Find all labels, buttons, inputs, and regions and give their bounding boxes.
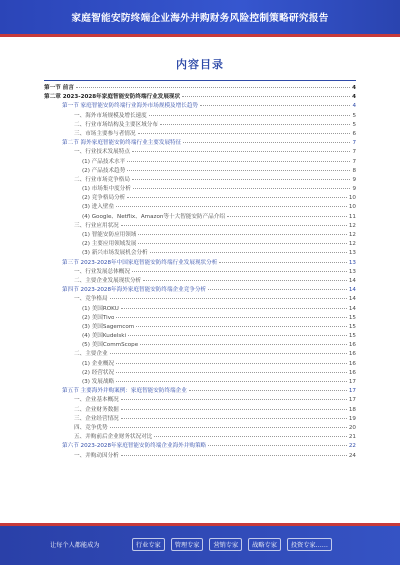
toc-entry-text: (1) 智能安防应用领域 <box>82 232 137 238</box>
toc-entry[interactable] <box>44 139 356 148</box>
toc-leader-dots <box>116 206 347 207</box>
toc-entry-text: 四、竞争优势 <box>74 424 108 431</box>
toc-entry[interactable] <box>44 406 356 415</box>
toc-leader-dots <box>121 418 347 419</box>
footer-badge: 管理专家 <box>171 538 204 551</box>
toc-page-number: 4 <box>352 85 356 91</box>
toc-leader-dots <box>132 271 347 272</box>
toc-leader-dots <box>154 436 347 437</box>
toc-leader-dots <box>121 409 347 410</box>
toc-page-number: 16 <box>348 369 356 376</box>
report-header <box>0 0 400 34</box>
toc-page-number: 16 <box>348 360 356 367</box>
toc-leader-dots <box>200 105 350 106</box>
toc-entry-text: 第一节 家庭智能安防终端行业海外市场规模及增长趋势 <box>62 103 199 110</box>
toc-leader-dots <box>121 399 347 400</box>
toc-entry-text: (5) 美国CommScope <box>82 342 139 349</box>
toc-leader-dots <box>132 151 350 152</box>
toc-page-number: 4 <box>352 94 356 101</box>
toc-leader-dots <box>140 344 347 345</box>
toc-entry-text: 第四节 2023-2028年海外家庭智能安防终端企业竞争分析 <box>62 287 207 294</box>
toc-leader-dots <box>127 197 347 198</box>
toc-leader-dots <box>110 298 347 299</box>
toc-page-number: 9 <box>352 176 356 183</box>
toc-page-number: 16 <box>348 351 356 358</box>
toc-page-number: 14 <box>348 305 356 312</box>
toc-page-number: 13 <box>348 268 356 275</box>
toc-leader-dots <box>138 243 346 244</box>
toc-entry[interactable] <box>44 158 356 167</box>
toc-page-number: 17 <box>348 388 356 395</box>
toc-page-number: 13 <box>348 259 356 266</box>
toc-entry-text: (3) 进入壁垒 <box>82 204 115 211</box>
toc-entry[interactable] <box>44 93 356 102</box>
toc-entry-text: 第六节 2023-2028年家庭智能安防终端企业海外并购策略 <box>62 443 207 450</box>
toc-entry[interactable] <box>44 305 356 314</box>
toc-leader-dots <box>116 363 347 364</box>
toc-leader-dots <box>127 161 350 162</box>
toc-page-number: 16 <box>348 342 356 349</box>
toc-leader-dots <box>133 188 351 189</box>
toc-leader-dots <box>183 142 350 143</box>
toc-entry-text: 二、行业市场竞争格局 <box>74 176 130 183</box>
toc-page-number: 22 <box>348 443 356 450</box>
toc-page-number: 5 <box>352 112 356 119</box>
toc-entry-text: (2) 产品技术趋势 <box>82 167 126 174</box>
toc-page-number: 10 <box>348 204 356 211</box>
toc-entry[interactable] <box>44 323 356 332</box>
toc-page-number: 14 <box>348 287 356 294</box>
toc-leader-dots <box>110 427 347 428</box>
toc-entry[interactable] <box>44 130 356 139</box>
toc-page-number: 24 <box>348 452 356 459</box>
toc-page-number: 11 <box>348 213 356 220</box>
toc-leader-dots <box>149 115 351 116</box>
toc-entry-text: (3) 美国Sagemcom <box>82 323 135 330</box>
toc-page-number: 20 <box>348 424 356 431</box>
toc-leader-dots <box>138 234 346 235</box>
toc-leader-dots <box>121 455 347 456</box>
toc-entry[interactable] <box>44 213 356 222</box>
toc-entry-text: 第五节 主要海外并购案例：家庭智能安防终端企业 <box>62 388 187 395</box>
toc-page-number: 13 <box>348 250 356 257</box>
toc-leader-dots <box>121 308 347 309</box>
toc-heading: 内容目录 <box>176 58 224 71</box>
toc-entry-text: 第二章 2023-2028年家庭智能安防终端行业发展现状 <box>44 94 181 101</box>
toc-entry-text: (3) 发展战略 <box>82 379 115 385</box>
toc-page-number: 21 <box>348 434 356 441</box>
toc-entry[interactable] <box>44 396 356 405</box>
toc-entry[interactable] <box>44 277 356 286</box>
toc-leader-dots <box>219 262 347 263</box>
toc-entry[interactable] <box>44 387 356 396</box>
toc-page-number: 15 <box>348 323 356 330</box>
toc-entry[interactable] <box>44 185 356 194</box>
footer-slogan: 让每个人都能成为 <box>50 542 100 549</box>
toc-entry[interactable] <box>44 222 356 231</box>
report-footer <box>0 526 400 565</box>
toc-entry-text: (1) 产品技术水平 <box>82 158 126 165</box>
toc-entry-text: 一、企业基本概况 <box>74 397 119 404</box>
toc-entry[interactable] <box>44 268 356 277</box>
toc-leader-dots <box>208 445 347 446</box>
toc-page-number: 12 <box>348 222 356 229</box>
toc-leader-dots <box>128 335 347 336</box>
toc-leader-dots <box>189 390 347 391</box>
toc-leader-dots <box>136 326 347 327</box>
toc-page-number: 14 <box>348 296 356 303</box>
toc-entry[interactable] <box>44 360 356 369</box>
toc-leader-dots <box>208 289 347 290</box>
toc-leader-dots <box>116 372 347 373</box>
header-accent-stripe <box>0 34 400 37</box>
toc-page-number: 4 <box>352 103 356 110</box>
toc-entry[interactable] <box>44 378 356 387</box>
toc-entry-text: 三、企业经营情况 <box>74 415 119 422</box>
toc-entry-text: 一、行业技术发展特点 <box>74 149 130 156</box>
footer-badge: 战略专家 <box>248 538 281 551</box>
toc-page-number: 19 <box>348 415 356 422</box>
toc-entry-text: (4) Google、Netflix、Amazon等十大智能安防产品介绍 <box>82 213 225 220</box>
toc-page-number: 18 <box>348 406 356 413</box>
toc-entry[interactable] <box>44 102 356 111</box>
toc-entry-text: 第三节 2023-2028年中国家庭智能安防终端行业发展现状分析 <box>62 259 218 266</box>
toc-leader-dots <box>138 133 351 134</box>
toc-entry[interactable] <box>44 84 356 93</box>
toc-entry[interactable] <box>44 240 356 249</box>
toc-entry-text: (2) 美国Tivo <box>82 314 115 321</box>
toc-entry-text: 第二节 海外家庭智能安防终端行业主要发展特征 <box>62 140 182 147</box>
toc-entry[interactable] <box>44 148 356 157</box>
toc-entry[interactable] <box>44 433 356 442</box>
toc-page-number: 9 <box>352 186 356 193</box>
toc-page-number: 12 <box>348 241 356 248</box>
toc-page-number: 15 <box>348 314 356 321</box>
toc-entry-text: (1) 美国ROKU <box>82 305 119 312</box>
toc-leader-dots <box>110 353 347 354</box>
report-title: 家庭智能安防终端企业海外并购财务风险控制策略研究报告 <box>71 13 329 24</box>
toc-entry-text: 二、企业财务数据 <box>74 406 119 413</box>
toc-leader-dots <box>76 87 350 88</box>
toc-entry-text: 二、行业市场结构及主要区域分布 <box>74 121 158 128</box>
toc-divider <box>44 80 356 81</box>
toc-page-number: 7 <box>352 158 356 165</box>
toc-page-number: 14 <box>348 277 356 284</box>
toc-page-number: 10 <box>348 195 356 202</box>
toc-leader-dots <box>227 216 347 217</box>
toc-page-number: 7 <box>352 140 356 147</box>
toc-entry[interactable] <box>44 121 356 130</box>
toc-entry[interactable] <box>44 194 356 203</box>
toc-entry[interactable] <box>44 286 356 295</box>
toc-entry-text: (4) 美国Kudelski <box>82 333 127 340</box>
toc-leader-dots <box>127 170 350 171</box>
toc-entry-text: (2) 主要应用领域发展 <box>82 241 137 248</box>
toc-entry[interactable] <box>44 424 356 433</box>
toc-entry-text: (1) 企业概况 <box>82 360 115 367</box>
footer-badge: 投资专家…… <box>287 538 332 551</box>
toc-page-number: 17 <box>348 379 356 385</box>
toc-entry-text: 三、市场主要参与者情况 <box>74 130 136 137</box>
toc-entry-text: 五、并购前后企业财务状况对比 <box>74 434 153 441</box>
toc-leader-dots <box>116 381 347 382</box>
toc-entry[interactable] <box>44 249 356 258</box>
toc-page-number: 8 <box>352 167 356 174</box>
toc-leader-dots <box>143 280 347 281</box>
toc-entry[interactable] <box>44 167 356 176</box>
footer-badge: 行业专家 <box>132 538 165 551</box>
toc-page-number: 15 <box>348 333 356 340</box>
toc-leader-dots <box>132 179 350 180</box>
toc-entry[interactable] <box>44 442 356 451</box>
toc-entry-text: (2) 经营状况 <box>82 369 115 376</box>
toc-entry[interactable] <box>44 259 356 268</box>
toc-entry[interactable] <box>44 369 356 378</box>
toc-entry-text: 二、主要企业发展现状分析 <box>74 277 142 284</box>
toc-entry[interactable] <box>44 231 356 240</box>
toc-entry-text: 第一节 前言 <box>44 85 74 91</box>
toc-leader-dots <box>121 225 347 226</box>
toc-entry[interactable] <box>44 350 356 359</box>
table-of-contents <box>44 84 356 461</box>
toc-page-number: 12 <box>348 232 356 238</box>
toc-leader-dots <box>182 96 350 97</box>
toc-page-number: 17 <box>348 397 356 404</box>
footer-badge: 营销专家 <box>209 538 242 551</box>
toc-page-number: 6 <box>352 130 356 137</box>
toc-entry-text: 一、行业发展总体概况 <box>74 268 130 275</box>
toc-leader-dots <box>116 317 346 318</box>
toc-entry[interactable] <box>44 415 356 424</box>
toc-entry-text: 一、海外市场规模及增长速度 <box>74 112 147 119</box>
toc-entry[interactable] <box>44 112 356 121</box>
toc-entry[interactable] <box>44 176 356 185</box>
toc-page-number: 7 <box>352 149 356 156</box>
toc-entry-text: (2) 竞争格局分析 <box>82 195 126 202</box>
toc-entry-text: (3) 新兴市场发展机会分析 <box>82 250 148 257</box>
toc-leader-dots <box>160 124 351 125</box>
toc-leader-dots <box>150 252 347 253</box>
toc-entry-text: 三、行业应用状况 <box>74 222 119 229</box>
toc-entry[interactable] <box>44 314 356 323</box>
footer-badges <box>132 538 336 551</box>
toc-entry-text: 二、主要企业 <box>74 351 108 358</box>
toc-entry[interactable] <box>44 452 356 461</box>
toc-entry[interactable] <box>44 332 356 341</box>
toc-entry[interactable] <box>44 203 356 212</box>
toc-entry[interactable] <box>44 295 356 304</box>
toc-entry[interactable] <box>44 341 356 350</box>
toc-page-number: 5 <box>352 121 356 128</box>
toc-entry-text: 一、并购动因分析 <box>74 452 119 459</box>
toc-entry-text: (1) 市场集中度分析 <box>82 186 131 193</box>
toc-entry-text: 一、竞争格局 <box>74 296 108 303</box>
